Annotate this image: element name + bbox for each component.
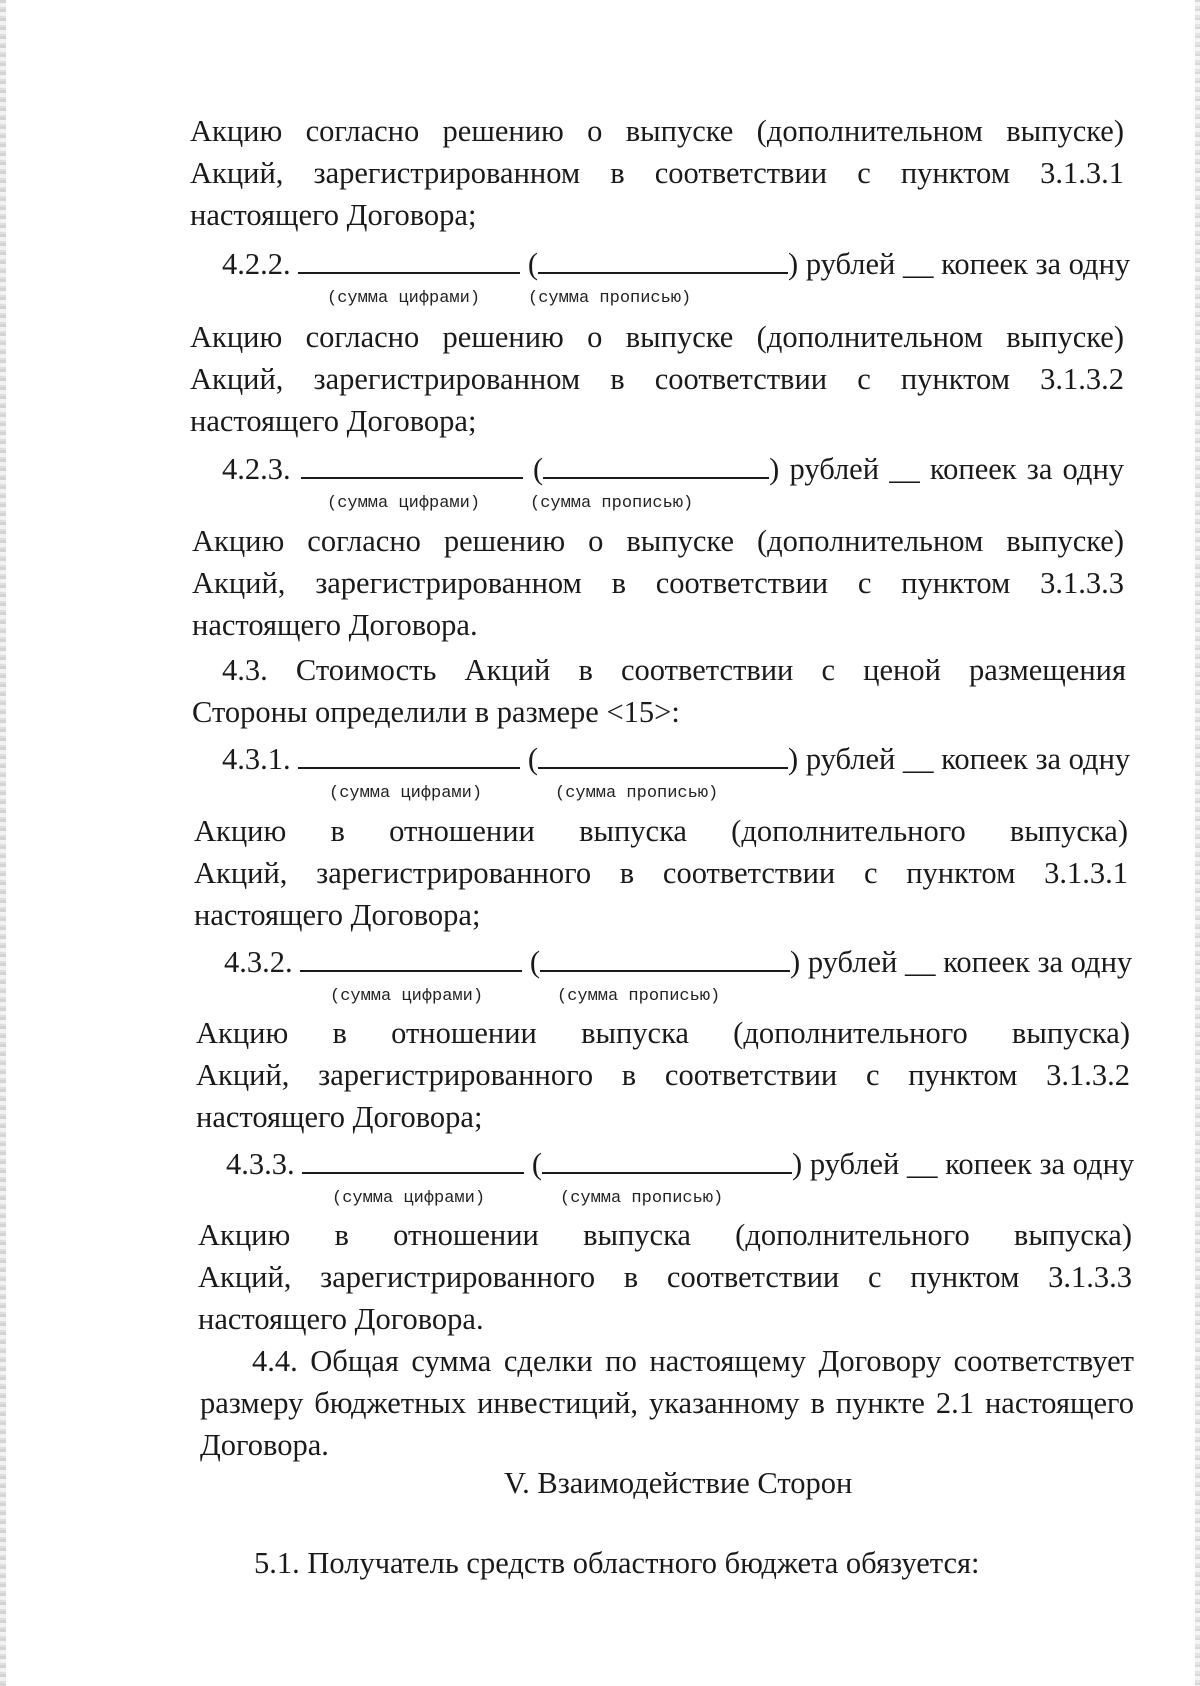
fill-line-4-2-2: 4.2.2. ( ) рублей __ копеек за одну [222,247,1131,281]
blank-sum-digits [298,741,520,769]
blank-sum-digits [301,451,523,479]
text-line: 4.4. Общая сумма сделки по настоящему Договору соответствует [252,1344,1134,1378]
fill-line-tail: ) рублей __ копеек за одну [792,1147,1135,1181]
fill-line-tail: ) рублей __ копеек за одну [788,742,1131,776]
hint-sum-digits: (сумма цифрами) [329,784,483,803]
text-line: Акций, зарегистрированном в соответствии с пунктом 3.1.3.2 [190,362,1124,396]
blank-sum-words [538,741,788,769]
hint-sum-digits: (сумма цифрами) [332,1189,486,1208]
hint-sum-digits: (сумма цифрами) [327,289,481,308]
text-line: настоящего Договора. [192,608,478,642]
text-line: размеру бюджетных инвестиций, указанному в пункте 2.1 настоящего [200,1386,1134,1420]
text-line: Акций, зарегистрированного в соответствии с пунктом 3.1.3.1 [194,856,1128,890]
text-line: Акцию согласно решению о выпуске (дополнительном выпуске) [192,524,1124,558]
hint-sum-digits: (сумма цифрами) [330,987,484,1006]
text-line: настоящего Договора. [198,1302,484,1336]
clause-number: 4.3.3. [226,1147,295,1181]
fill-line-tail: ) рублей __ копеек за одну [769,452,1125,486]
text-line: настоящего Договора; [196,1100,483,1134]
blank-sum-words [540,944,790,972]
blank-sum-words [542,1146,792,1174]
text-line: Акцию согласно решению о выпуске (дополнительном выпуске) [190,114,1124,148]
text-line: Акций, зарегистрированного в соответствии с пунктом 3.1.3.3 [198,1260,1132,1294]
text-line: Акций, зарегистрированном в соответствии с пунктом 3.1.3.3 [192,566,1124,600]
text-line: 5.1. Получатель средств областного бюджета обязуется: [254,1546,980,1580]
fill-line-4-3-1: 4.3.1. ( ) рублей __ копеек за одну [222,742,1131,776]
text-line: 4.3. Стоимость Акций в соответствии с ценой размещения [222,653,1126,687]
hint-sum-words: (сумма прописью) [555,784,719,803]
text-line: Акций, зарегистрированного в соответствии с пунктом 3.1.3.2 [196,1058,1130,1092]
fill-line-4-2-3: 4.2.3. ( ) рублей __ копеек за одну [222,452,1125,486]
hint-sum-words: (сумма прописью) [528,289,692,308]
text-line: настоящего Договора; [190,198,477,232]
blank-sum-digits [300,944,522,972]
text-line: Акцию в отношении выпуска (дополнительного выпуска) [196,1016,1130,1050]
clause-number: 4.2.2. [222,247,291,281]
scan-edge-right [1195,0,1200,1686]
blank-sum-words [538,246,788,274]
text-line: настоящего Договора; [194,898,481,932]
text-line: настоящего Договора; [190,404,477,438]
text-line: Акций, зарегистрированном в соответствии с пунктом 3.1.3.1 [190,156,1124,190]
hint-sum-words: (сумма прописью) [560,1189,724,1208]
fill-line-4-3-2: 4.3.2. ( ) рублей __ копеек за одну [224,945,1133,979]
text-line: Стороны определили в размере <15>: [192,695,680,729]
hint-sum-words: (сумма прописью) [557,987,721,1006]
text-line: Акцию в отношении выпуска (дополнительного выпуска) [194,814,1128,848]
text-line: Договора. [200,1428,329,1462]
clause-number: 4.3.1. [222,742,291,776]
hint-sum-digits: (сумма цифрами) [327,494,481,513]
fill-line-tail: ) рублей __ копеек за одну [788,247,1131,281]
blank-sum-words [543,451,769,479]
blank-sum-digits [298,246,520,274]
clause-number: 4.3.2. [224,945,293,979]
fill-line-4-3-3: 4.3.3. ( ) рублей __ копеек за одну [226,1147,1135,1181]
text-line: Акцию в отношении выпуска (дополнительного выпуска) [198,1218,1132,1252]
scan-edge-left [0,0,6,1686]
section-heading: V. Взаимодействие Сторон [504,1466,853,1500]
clause-number: 4.2.3. [222,452,291,486]
text-line: Акцию согласно решению о выпуске (дополнительном выпуске) [190,320,1124,354]
hint-sum-words: (сумма прописью) [530,494,694,513]
fill-line-tail: ) рублей __ копеек за одну [790,945,1133,979]
blank-sum-digits [302,1146,524,1174]
